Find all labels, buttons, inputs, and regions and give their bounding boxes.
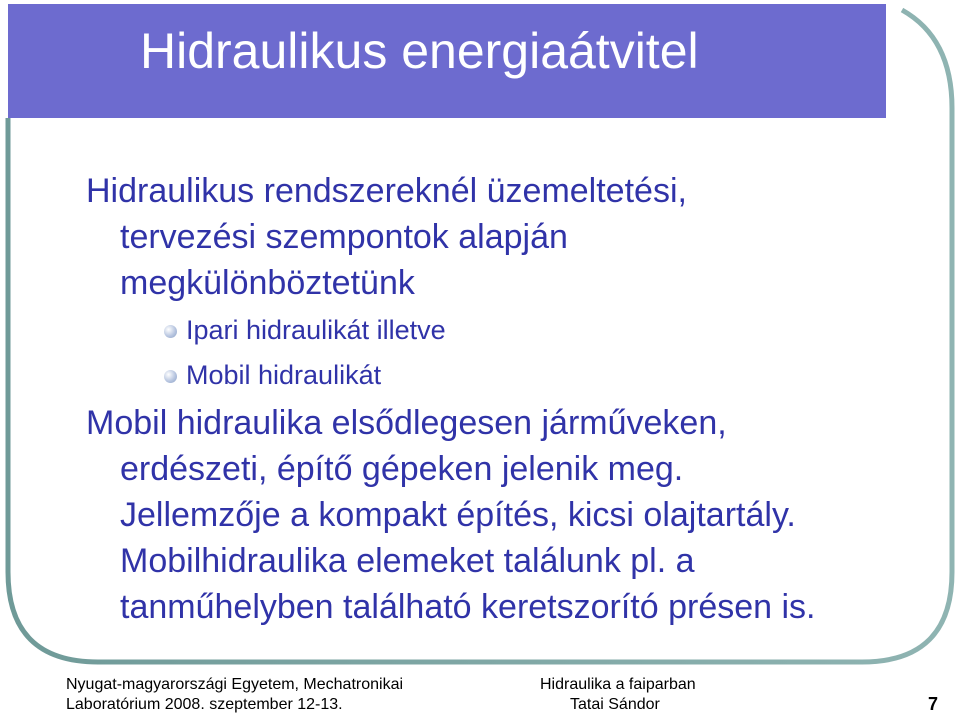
slide-title: Hidraulikus energiaátvitel xyxy=(140,23,699,79)
footer-topic: Hidraulika a faiparban xyxy=(540,676,696,693)
intro-paragraph xyxy=(86,168,936,306)
intro-line-3: megkülönböztetünk xyxy=(120,264,415,302)
footer-author: Tatai Sándor xyxy=(570,696,660,713)
intro-line-1: Hidraulikus rendszereknél üzemeltetési, xyxy=(86,172,687,210)
mobile-line-2: erdészeti, építő gépeken jelenik meg. xyxy=(120,450,684,488)
mobile-line-3: Jellemzője a kompakt építés, kicsi olajtartály. xyxy=(120,496,796,534)
bullet-list xyxy=(86,308,936,398)
mobile-line-4: Mobilhidraulika elemeket találunk pl. a xyxy=(120,542,695,580)
mobile-line-1: Mobil hidraulika elsődlegesen járműveken, xyxy=(86,404,727,442)
slide-content xyxy=(86,168,936,630)
bullet-dot-icon xyxy=(164,370,177,383)
footer-institution-line-1: Nyugat-magyarországi Egyetem, Mechatronikai xyxy=(66,676,404,693)
list-item xyxy=(186,353,936,398)
mobile-hydraulics-paragraph xyxy=(86,400,936,630)
mobile-line-5: tanműhelyben található keretszorító présen is. xyxy=(120,588,816,626)
intro-line-2: tervezési szempontok alapján xyxy=(120,218,568,256)
bullet-text: Mobil hidraulikát xyxy=(186,360,382,390)
footer-institution-line-2: Laboratórium 2008. szeptember 12-13. xyxy=(66,696,343,713)
page-number: 7 xyxy=(928,694,939,714)
list-item xyxy=(186,308,936,353)
bullet-dot-icon xyxy=(164,325,177,338)
bullet-text: Ipari hidraulikát illetve xyxy=(186,315,446,345)
